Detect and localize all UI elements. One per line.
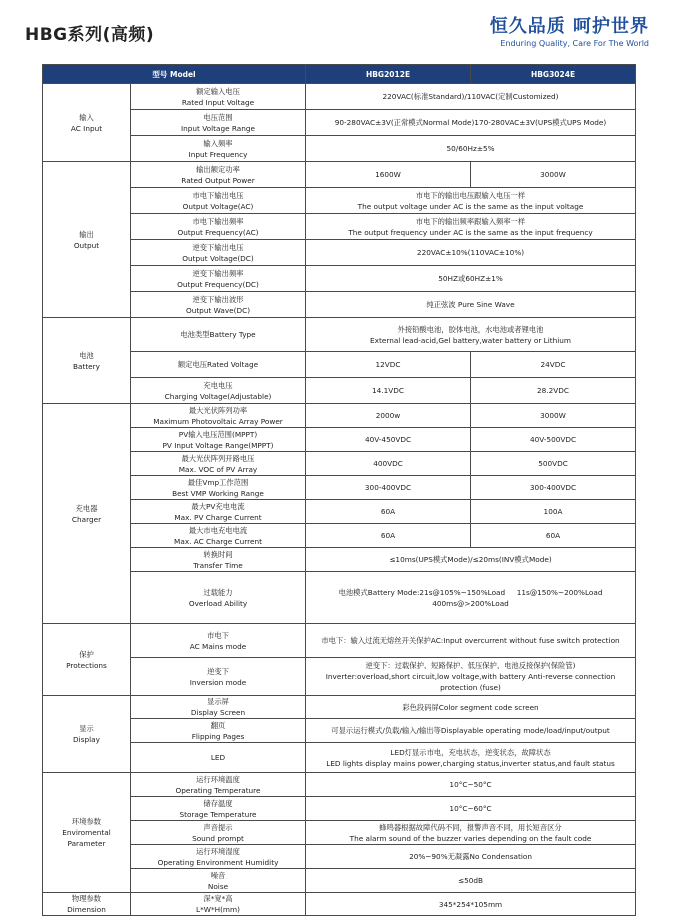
table-row [43, 658, 636, 696]
table-row [43, 266, 636, 292]
spec-value-1: 40V-450VDC [306, 428, 471, 452]
table-row [43, 821, 636, 845]
category-dimension: 物理参数 Dimension [43, 893, 131, 916]
spec-value: 345*254*105mm [306, 893, 636, 916]
category-display: 显示 Display [43, 696, 131, 773]
spec-value-2: 3000W [471, 404, 636, 428]
table-row [43, 696, 636, 719]
spec-value: 50HZ或60HZ±1% [306, 266, 636, 292]
spec-value: 90-280VAC±3V(正常模式Normal Mode)170-280VAC±3V(UPS模式UPS Mode) [306, 110, 636, 136]
table-row [43, 136, 636, 162]
table-row [43, 743, 636, 773]
spec-value-2: 500VDC [471, 452, 636, 476]
spec-item: 额定输入电压 Rated Input Voltage [131, 84, 306, 110]
spec-value: 220VAC±10%(110VAC±10%) [306, 240, 636, 266]
table-row [43, 548, 636, 572]
table-row [43, 500, 636, 524]
spec-value: 市电下的输出电压跟输入电压一样 The output voltage under AC is the same as the input voltage [306, 188, 636, 214]
spec-item: 运行环境湿度 Operating Environment Humidity [131, 845, 306, 869]
table-row [43, 476, 636, 500]
table-row [43, 869, 636, 893]
table-row [43, 524, 636, 548]
spec-item: 声音提示 Sound prompt [131, 821, 306, 845]
spec-value-2: 60A [471, 524, 636, 548]
spec-item: 输入频率 Input Frequency [131, 136, 306, 162]
spec-value: 可显示运行模式/负载/输入/输出等Displayable operating mode/load/input/output [306, 719, 636, 743]
spec-item: 过载能力 Overload Ability [131, 572, 306, 624]
table-row [43, 572, 636, 624]
table-row [43, 893, 636, 916]
spec-item: 逆变下 Inversion mode [131, 658, 306, 696]
spec-item: 最大光伏阵列开路电压 Max. VOC of PV Array [131, 452, 306, 476]
spec-value-1: 1600W [306, 162, 471, 188]
table-row [43, 292, 636, 318]
table-row [43, 188, 636, 214]
table-header-row [43, 65, 636, 84]
spec-value: 电池模式Battery Mode:21s@105%~150%Load 11s@150%~200%Load 400ms@>200%Load [306, 572, 636, 624]
spec-value-1: 2000w [306, 404, 471, 428]
spec-item: 储存温度 Storage Temperature [131, 797, 306, 821]
spec-item: 市电下 AC Mains mode [131, 624, 306, 658]
spec-item: 最大市电充电电流 Max. AC Charge Current [131, 524, 306, 548]
spec-value: 市电下：输入过流无熔丝开关保护AC:Input overcurrent without fuse switch protection [306, 624, 636, 658]
table-row [43, 719, 636, 743]
spec-value-1: 12VDC [306, 352, 471, 378]
spec-value-2: 3000W [471, 162, 636, 188]
spec-item: 额定电压Rated Voltage [131, 352, 306, 378]
category-output: 输出 Output [43, 162, 131, 318]
table-row [43, 240, 636, 266]
spec-value: 外接铅酸电池，胶体电池，水电池或者锂电池 External lead-acid,Gel battery,water battery or Lithium [306, 318, 636, 352]
category-protections: 保护 Protections [43, 624, 131, 696]
spec-item: PV输入电压范围(MPPT) PV Input Voltage Range(MPPT) [131, 428, 306, 452]
spec-item: 输出额定功率 Rated Output Power [131, 162, 306, 188]
table-row [43, 110, 636, 136]
category-battery: 电池 Battery [43, 318, 131, 404]
table-row [43, 428, 636, 452]
spec-item: 噪音 Noise [131, 869, 306, 893]
spec-item: 市电下输出电压 Output Voltage(AC) [131, 188, 306, 214]
brand-slogan-cn: 恒久品质 呵护世界 [489, 16, 649, 37]
spec-item: 逆变下输出波形 Output Wave(DC) [131, 292, 306, 318]
spec-value: ≤50dB [306, 869, 636, 893]
spec-item: 深*宽*高 L*W*H(mm) [131, 893, 306, 916]
spec-value-1: 300-400VDC [306, 476, 471, 500]
spec-item: LED [131, 743, 306, 773]
table-row [43, 318, 636, 352]
spec-value-2: 28.2VDC [471, 378, 636, 404]
spec-value-1: 14.1VDC [306, 378, 471, 404]
spec-item: 电池类型Battery Type [131, 318, 306, 352]
spec-value: 220VAC(标准Standard)/110VAC(定制Customized) [306, 84, 636, 110]
header-model-1: HBG2012E [306, 65, 471, 84]
spec-item: 最佳Vmp工作范围 Best VMP Working Range [131, 476, 306, 500]
brand-slogan-en: Enduring Quality, Care For The World [500, 39, 649, 48]
spec-value-2: 100A [471, 500, 636, 524]
table-row [43, 352, 636, 378]
page-title: HBG系列(高频) [25, 25, 155, 45]
spec-value: 彩色段码屏Color segment code screen [306, 696, 636, 719]
spec-value: 10°C~60°C [306, 797, 636, 821]
header-model-2: HBG3024E [471, 65, 636, 84]
spec-value-1: 60A [306, 524, 471, 548]
category-environmental: 环境参数 Enviromental Parameter [43, 773, 131, 893]
table-row [43, 452, 636, 476]
spec-item: 运行环境温度 Operating Temperature [131, 773, 306, 797]
spec-value: 蜂鸣器根据故障代码不同，报警声音不同，用长短音区分 The alarm sound of the buzzer varies depending on the fault code [306, 821, 636, 845]
spec-item: 市电下输出频率 Output Frequency(AC) [131, 214, 306, 240]
spec-value-2: 300-400VDC [471, 476, 636, 500]
table-row [43, 84, 636, 110]
header-model: 型号 Model [43, 65, 306, 84]
spec-value: 10°C~50°C [306, 773, 636, 797]
spec-item: 最大PV充电电流 Max. PV Charge Current [131, 500, 306, 524]
spec-item: 电压范围 Input Voltage Range [131, 110, 306, 136]
category-ac-input: 输入 AC Input [43, 84, 131, 162]
table-row [43, 404, 636, 428]
spec-value: 20%~90%无凝露No Condensation [306, 845, 636, 869]
table-row [43, 845, 636, 869]
brand-slogan [490, 12, 649, 48]
table-row [43, 214, 636, 240]
table-row [43, 797, 636, 821]
table-row [43, 162, 636, 188]
spec-value: ≤10ms(UPS模式Mode)/≤20ms(INV模式Mode) [306, 548, 636, 572]
spec-value: LED灯显示市电，充电状态，逆变状态，故障状态 LED lights display mains power,charging status,inverter status,and fault status [306, 743, 636, 773]
spec-value-1: 60A [306, 500, 471, 524]
spec-value-1: 400VDC [306, 452, 471, 476]
spec-value: 纯正弦波 Pure Sine Wave [306, 292, 636, 318]
spec-item: 转换时间 Transfer Time [131, 548, 306, 572]
spec-value: 逆变下：过载保护、短路保护、低压保护、电池反接保护(保险管) Inverter:overload,short circuit,low voltage,with battery Anti-reverse connection protection (fuse) [306, 658, 636, 696]
category-charger: 充电器 Charger [43, 404, 131, 624]
spec-table [42, 64, 636, 916]
table-row [43, 378, 636, 404]
spec-item: 逆变下输出频率 Output Frequency(DC) [131, 266, 306, 292]
spec-value: 市电下的输出频率跟输入频率一样 The output frequency under AC is the same as the input frequency [306, 214, 636, 240]
spec-item: 充电电压 Charging Voltage(Adjustable) [131, 378, 306, 404]
spec-item: 最大光伏阵列功率 Maximum Photovoltaic Array Power [131, 404, 306, 428]
spec-item: 逆变下输出电压 Output Voltage(DC) [131, 240, 306, 266]
spec-value: 50/60Hz±5% [306, 136, 636, 162]
spec-value-2: 40V-500VDC [471, 428, 636, 452]
table-row [43, 624, 636, 658]
spec-value-2: 24VDC [471, 352, 636, 378]
spec-item: 显示屏 Display Screen [131, 696, 306, 719]
spec-item: 翻页 Flipping Pages [131, 719, 306, 743]
table-row [43, 773, 636, 797]
